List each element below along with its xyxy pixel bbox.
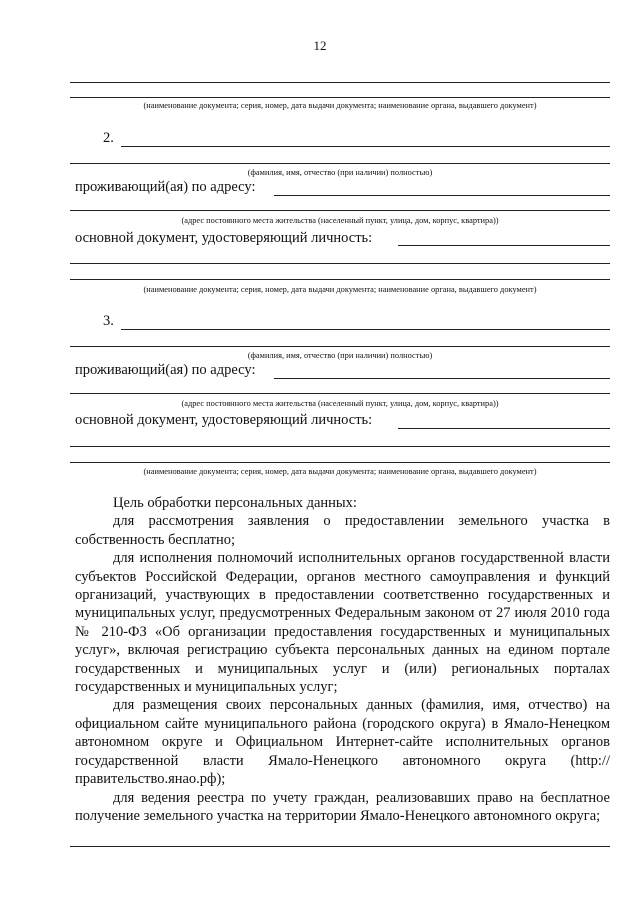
address-field-line[interactable]	[70, 393, 610, 394]
document-field-line[interactable]	[398, 428, 610, 429]
address-field-line[interactable]	[70, 210, 610, 211]
document-caption: (наименование документа; серия, номер, дата выдачи документа; наименование органа, выдавшего документ)	[143, 467, 537, 476]
purpose-paragraph: для рассмотрения заявления о предоставлении земельного участка в собственность бесплатно;	[75, 513, 610, 548]
fio-caption: (фамилия, имя, отчество (при наличии) полностью)	[247, 168, 433, 177]
document-field-line[interactable]	[70, 97, 610, 98]
main-document-label: основной документ, удостоверяющий личность:	[75, 412, 373, 428]
fio-field-line[interactable]	[70, 163, 610, 164]
fio-caption: (фамилия, имя, отчество (при наличии) полностью)	[247, 351, 433, 360]
purpose-paragraph: для ведения реестра по учету граждан, реализовавших право на бесплатное получение земельного участка на территории Ямало-Ненецкого автономного округа;	[75, 789, 610, 824]
fio-field-line[interactable]	[121, 146, 610, 147]
address-field-line[interactable]	[274, 195, 610, 196]
document-field-line[interactable]	[398, 245, 610, 246]
residing-label: проживающий(ая) по адресу:	[75, 362, 256, 378]
person-number: 3.	[103, 313, 114, 329]
document-caption: (наименование документа; серия, номер, дата выдачи документа; наименование органа, выдавшего документ)	[143, 101, 537, 110]
page-number: 12	[313, 38, 327, 53]
document-field-line[interactable]	[70, 446, 610, 447]
blank-field-line[interactable]	[70, 846, 610, 847]
document-field-line[interactable]	[70, 263, 610, 264]
purpose-paragraph: для размещения своих персональных данных (фамилия, имя, отчество) на официальном сайте муниципального района (городского округа) в Ямало-Ненецком автономном округе и Официальном Интернет-сайте исполнительных органов государственной власти Ямало-Ненецкого автономного округа (http://правительство.янао.рф);	[75, 697, 610, 788]
address-caption: (адрес постоянного места жительства (населенный пункт, улица, дом, корпус, квартира))	[181, 399, 499, 408]
document-field-line[interactable]	[70, 279, 610, 280]
residing-label: проживающий(ая) по адресу:	[75, 179, 256, 195]
purpose-section	[75, 494, 610, 825]
document-field-line[interactable]	[70, 462, 610, 463]
main-document-label: основной документ, удостоверяющий личность:	[75, 230, 373, 246]
fio-field-line[interactable]	[121, 329, 610, 330]
address-field-line[interactable]	[274, 378, 610, 379]
fio-field-line[interactable]	[70, 346, 610, 347]
purpose-heading: Цель обработки персональных данных:	[113, 495, 357, 511]
document-field-line[interactable]	[70, 82, 610, 83]
address-caption: (адрес постоянного места жительства (населенный пункт, улица, дом, корпус, квартира))	[181, 216, 499, 225]
purpose-paragraph: для исполнения полномочий исполнительных органов государственной власти субъектов Российской Федерации, органов местного самоуправления и функций организаций, участвующих в предоставлении соответственно государственных и муниципальных услуг, предусмотренных Федеральным законом от 27 июля 2010 года № 210-ФЗ «Об организации предоставления государственных и муниципальных услуг», включая регистрацию субъекта персональных данных на едином портале государственных и муниципальных услуг и (или) региональных порталах государственных и муниципальных услуг;	[75, 550, 610, 696]
person-number: 2.	[103, 130, 114, 146]
document-caption: (наименование документа; серия, номер, дата выдачи документа; наименование органа, выдавшего документ)	[143, 285, 537, 294]
